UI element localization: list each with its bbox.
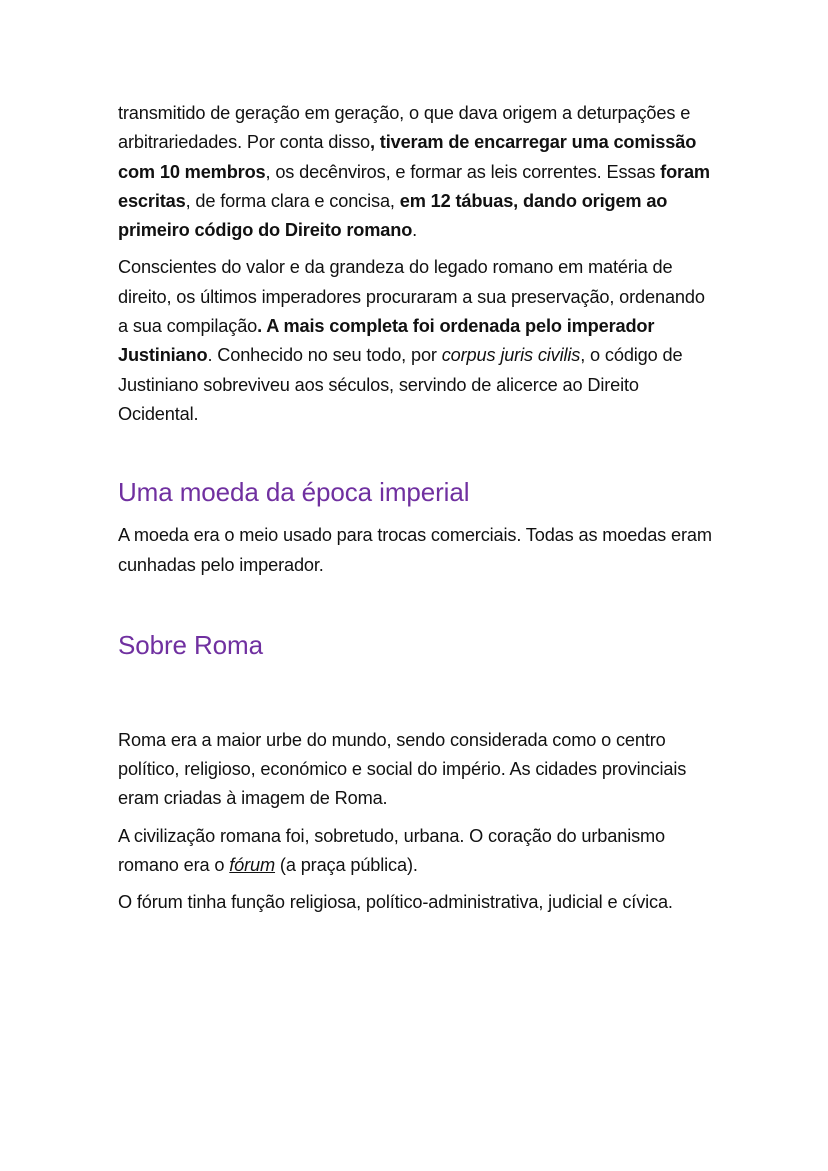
heading-coin: Uma moeda da época imperial	[118, 477, 470, 508]
text-run: .	[412, 220, 418, 241]
paragraph-rome-city: Roma era a maior urbe do mundo, sendo considerada como o centro político, religioso, económico e social do império. As cidades provinciais eram criadas à imagem de Roma.	[118, 729, 687, 809]
paragraph-urban-civilization	[118, 822, 718, 881]
text-run: (a praça pública).	[275, 855, 418, 876]
bold-text-run: , tiveram de encarregar uma comissão com 10 membros	[118, 132, 697, 182]
text-run: , o código de Justiniano sobreviveu aos séculos, servindo de alicerce ao Direito Ocidental.	[118, 345, 683, 424]
text-run: A civilização romana foi, sobretudo, urbana. O coração do urbanismo romano era o	[118, 825, 665, 876]
text-run: . Conhecido no seu todo, por	[207, 345, 442, 366]
text-run: , de forma clara e concisa,	[185, 190, 400, 211]
bold-text-run: foram escritas	[118, 161, 710, 211]
document-page	[118, 99, 718, 918]
italic-underlined-term: fórum	[229, 855, 276, 876]
bold-text-run: em 12 tábuas, dando origem ao primeiro código do Direito romano	[118, 190, 668, 241]
text-run: , os decênviros, e formar as leis correntes. Essas	[265, 161, 661, 182]
heading-rome: Sobre Roma	[118, 629, 263, 660]
spacer	[118, 880, 718, 888]
text-run: Conscientes do valor e da grandeza do legado romano em matéria de direito, os últimos imperadores procuraram a sua preservação, ordenando a sua compilação	[118, 257, 705, 337]
paragraph-justinian	[118, 253, 718, 429]
spacer	[118, 509, 718, 521]
spacer	[118, 245, 718, 253]
spacer	[118, 429, 718, 475]
bold-text-run: . A mais completa foi ordenada pelo imperador Justiniano	[118, 316, 655, 366]
spacer	[118, 814, 718, 822]
paragraph-twelve-tables	[118, 99, 718, 245]
paragraph-coin: A moeda era o meio usado para trocas comerciais. Todas as moedas eram cunhadas pelo imperador.	[118, 525, 712, 575]
spacer	[118, 580, 718, 628]
spacer	[118, 662, 718, 726]
text-run: transmitido de geração em geração, o que dava origem a deturpações e arbitrariedades. Por conta disso	[118, 103, 691, 153]
italic-text-run: corpus juris civilis	[441, 345, 581, 366]
paragraph-forum-function: O fórum tinha função religiosa, político-administrativa, judicial e cívica.	[118, 892, 673, 913]
